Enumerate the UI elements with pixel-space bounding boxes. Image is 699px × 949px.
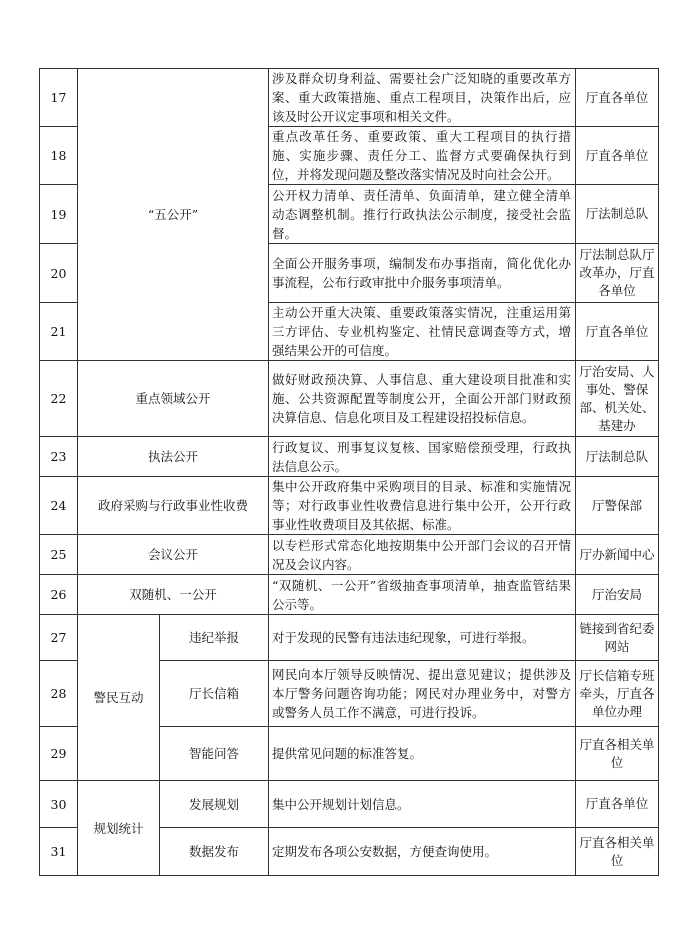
row-content: 做好财政预决算、人事信息、重大建设项目批准和实施、公共资源配置等制度公开，全面公开部门财政预决算信息、信息化项目及工程建设招投标信息。 (269, 361, 576, 437)
category-police-public-interaction: 警民互动 (78, 615, 160, 781)
row-content: 集中公开政府集中采购项目的目录、标准和实施情况等；对行政事业性收费信息进行集中公开，公开行政事业性收费项目及其依据、标准。 (269, 477, 576, 535)
row-content: 全面公开服务事项，编制发布办事指南，简化优化办事流程，公布行政审批中介服务事项清单。 (269, 244, 576, 303)
row-number: 30 (40, 781, 78, 828)
responsible-unit: 厅直各相关单位 (576, 828, 659, 876)
row-content: 提供常见问题的标准答复。 (269, 727, 576, 781)
table-row (40, 781, 659, 828)
responsible-unit: 厅办新闻中心 (576, 535, 659, 575)
row-content: 集中公开规划计划信息。 (269, 781, 576, 828)
responsible-unit: 厅长信箱专班牵头，厅直各单位办理 (576, 661, 659, 727)
responsible-unit: 厅法制总队厅改革办，厅直各单位 (576, 244, 659, 303)
responsible-unit: 厅治安局、人事处、警保部、机关处、基建办 (576, 361, 659, 437)
row-content: “双随机、一公开”省级抽查事项清单，抽查监管结果公示等。 (269, 575, 576, 615)
table-row (40, 535, 659, 575)
responsible-unit: 厅治安局 (576, 575, 659, 615)
row-number: 28 (40, 661, 78, 727)
row-content: 网民向本厅领导反映情况、提出意见建议；提供涉及本厅警务问题咨询功能；网民对办理业务中，对警方或警务人员工作不满意，可进行投诉。 (269, 661, 576, 727)
row-number: 26 (40, 575, 78, 615)
row-category: 执法公开 (78, 437, 269, 477)
responsible-unit: 厅直各单位 (576, 69, 659, 127)
table-row (40, 477, 659, 535)
row-subcategory: 违纪举报 (160, 615, 269, 661)
row-number: 29 (40, 727, 78, 781)
row-content: 主动公开重大决策、重要政策落实情况，注重运用第三方评估、专业机构鉴定、社情民意调查等方式，增强结果公开的可信度。 (269, 303, 576, 361)
row-subcategory: 发展规划 (160, 781, 269, 828)
row-subcategory: 厅长信箱 (160, 661, 269, 727)
row-category: 会议公开 (78, 535, 269, 575)
responsible-unit: 厅直各相关单位 (576, 727, 659, 781)
row-category: 政府采购与行政事业性收费 (78, 477, 269, 535)
disclosure-table (39, 68, 659, 876)
responsible-unit: 厅直各单位 (576, 303, 659, 361)
row-category: 重点领域公开 (78, 361, 269, 437)
responsible-unit: 厅法制总队 (576, 437, 659, 477)
category-planning-statistics: 规划统计 (78, 781, 160, 876)
row-content: 对于发现的民警有违法违纪现象，可进行举报。 (269, 615, 576, 661)
category-five-disclosures: “五公开” (78, 69, 269, 361)
row-subcategory: 数据发布 (160, 828, 269, 876)
row-number: 20 (40, 244, 78, 303)
row-number: 18 (40, 127, 78, 185)
table-row (40, 361, 659, 437)
responsible-unit: 厅警保部 (576, 477, 659, 535)
row-content: 涉及群众切身利益、需要社会广泛知晓的重要改革方案、重大政策措施、重点工程项目，决策作出后，应该及时公开议定事项和相关文件。 (269, 69, 576, 127)
row-number: 19 (40, 185, 78, 244)
table-row (40, 575, 659, 615)
row-content: 行政复议、刑事复议复核、国家赔偿预受理，行政执法信息公示。 (269, 437, 576, 477)
row-content: 重点改革任务、重要政策、重大工程项目的执行措施、实施步骤、责任分工、监督方式要确保执行到位，并将发现问题及整改落实情况及时向社会公开。 (269, 127, 576, 185)
row-number: 31 (40, 828, 78, 876)
row-content: 以专栏形式常态化地按期集中公开部门会议的召开情况及会议内容。 (269, 535, 576, 575)
responsible-unit: 厅直各单位 (576, 127, 659, 185)
row-number: 27 (40, 615, 78, 661)
row-content: 定期发布各项公安数据，方便查询使用。 (269, 828, 576, 876)
row-number: 22 (40, 361, 78, 437)
row-number: 21 (40, 303, 78, 361)
row-number: 24 (40, 477, 78, 535)
responsible-unit: 链接到省纪委网站 (576, 615, 659, 661)
responsible-unit: 厅直各单位 (576, 781, 659, 828)
row-number: 23 (40, 437, 78, 477)
table-row (40, 69, 659, 127)
row-subcategory: 智能问答 (160, 727, 269, 781)
row-category: 双随机、一公开 (78, 575, 269, 615)
row-content: 公开权力清单、责任清单、负面清单，建立健全清单动态调整机制。推行行政执法公示制度，接受社会监督。 (269, 185, 576, 244)
row-number: 25 (40, 535, 78, 575)
table-row (40, 615, 659, 661)
table-row (40, 437, 659, 477)
row-number: 17 (40, 69, 78, 127)
responsible-unit: 厅法制总队 (576, 185, 659, 244)
